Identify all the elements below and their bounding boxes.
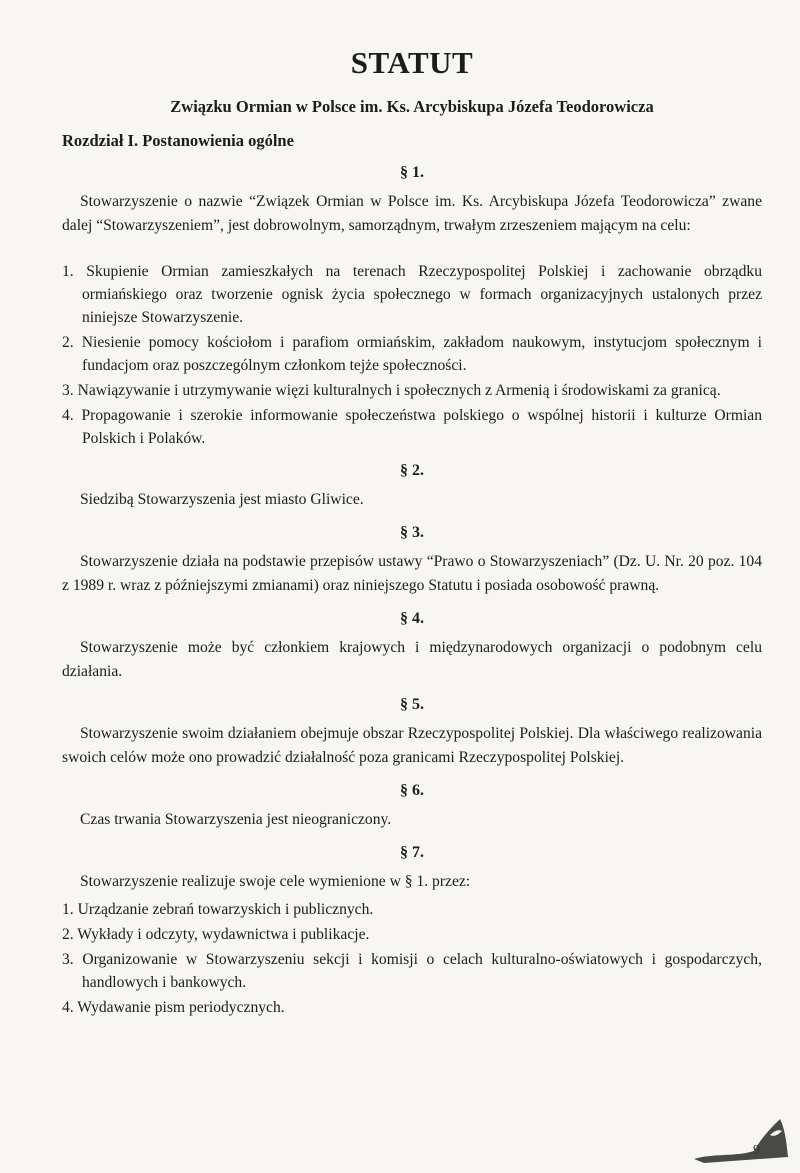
page-number: 9	[753, 1143, 760, 1158]
section-3-text: Stowarzyszenie działa na podstawie przepisów ustawy “Prawo o Stowarzyszeniach” (Dz. U. Nr. 20 poz. 104 z 1989 r. wraz z późniejszymi zmianami) oraz niniejszego Statutu i posiada osobowość prawną.	[62, 553, 762, 594]
list-item: 4. Wydawanie pism periodycznych.	[62, 999, 285, 1016]
section-1-heading: § 1.	[400, 164, 424, 181]
list-item: 1. Urządzanie zebrań towarzyskich i publicznych.	[62, 901, 374, 918]
document-title: STATUT	[350, 45, 474, 80]
section-6-text: Czas trwania Stowarzyszenia jest nieograniczony.	[80, 811, 392, 828]
section-7-heading: § 7.	[400, 844, 424, 861]
list-item: 3. Nawiązywanie i utrzymywanie więzi kulturalnych i społecznych z Armenią i środowiskami za granicą.	[62, 382, 721, 399]
section-5-text: Stowarzyszenie swoim działaniem obejmuje obszar Rzeczypospolitej Polskiej. Dla właściwego realizowania swoich celów może ono prowadzić działalność poza granicami Rzeczypospolitej Polskiej.	[62, 725, 762, 766]
list-item: 3. Organizowanie w Stowarzyszeniu sekcji i komisji o celach kulturalno-oświatowych i gospodarczych, handlowych i bankowych.	[62, 951, 762, 991]
section-4-heading: § 4.	[400, 610, 424, 627]
ornament-icon	[684, 1107, 794, 1167]
list-item: 1. Skupienie Ormian zamieszkałych na terenach Rzeczypospolitej Polskiej i zachowanie obrządku ormiańskiego oraz tworzenie ognisk życia społecznego w formach organizacyjnych ustalonych przez niniejsze Stowarzyszenie.	[62, 263, 762, 326]
section-7-text: Stowarzyszenie realizuje swoje cele wymienione w § 1. przez:	[80, 873, 471, 890]
section-7-list	[62, 898, 762, 1019]
chapter-heading: Rozdział I. Postanowienia ogólne	[62, 131, 294, 150]
section-4-text: Stowarzyszenie może być członkiem krajowych i międzynarodowych organizacji o podobnym celu działania.	[62, 639, 762, 680]
list-item: 2. Niesienie pomocy kościołom i parafiom ormiańskim, zakładom naukowym, instytucjom społecznym i fundacjom oraz poszczególnym członkom tejże społeczności.	[62, 334, 762, 374]
list-item: 4. Propagowanie i szerokie informowanie społeczeństwa polskiego o wspólnej historii i kulturze Ormian Polskich i Polaków.	[62, 407, 762, 447]
document-subtitle: Związku Ormian w Polsce im. Ks. Arcybiskupa Józefa Teodorowicza	[170, 97, 654, 116]
section-2-heading: § 2.	[400, 462, 424, 479]
section-3-heading: § 3.	[400, 524, 424, 541]
section-1-text: Stowarzyszenie o nazwie “Związek Ormian w Polsce im. Ks. Arcybiskupa Józefa Teodorowicza” zwane dalej “Stowarzyszeniem”, jest dobrowolnym, samorządnym, trwałym zrzeszeniem mającym na celu:	[62, 193, 762, 234]
section-5-heading: § 5.	[400, 696, 424, 713]
section-1-list	[62, 260, 762, 450]
document-page	[62, 44, 762, 1021]
section-2-text: Siedzibą Stowarzyszenia jest miasto Gliwice.	[80, 491, 364, 508]
list-item: 2. Wykłady i odczyty, wydawnictwa i publikacje.	[62, 926, 370, 943]
section-6-heading: § 6.	[400, 782, 424, 799]
